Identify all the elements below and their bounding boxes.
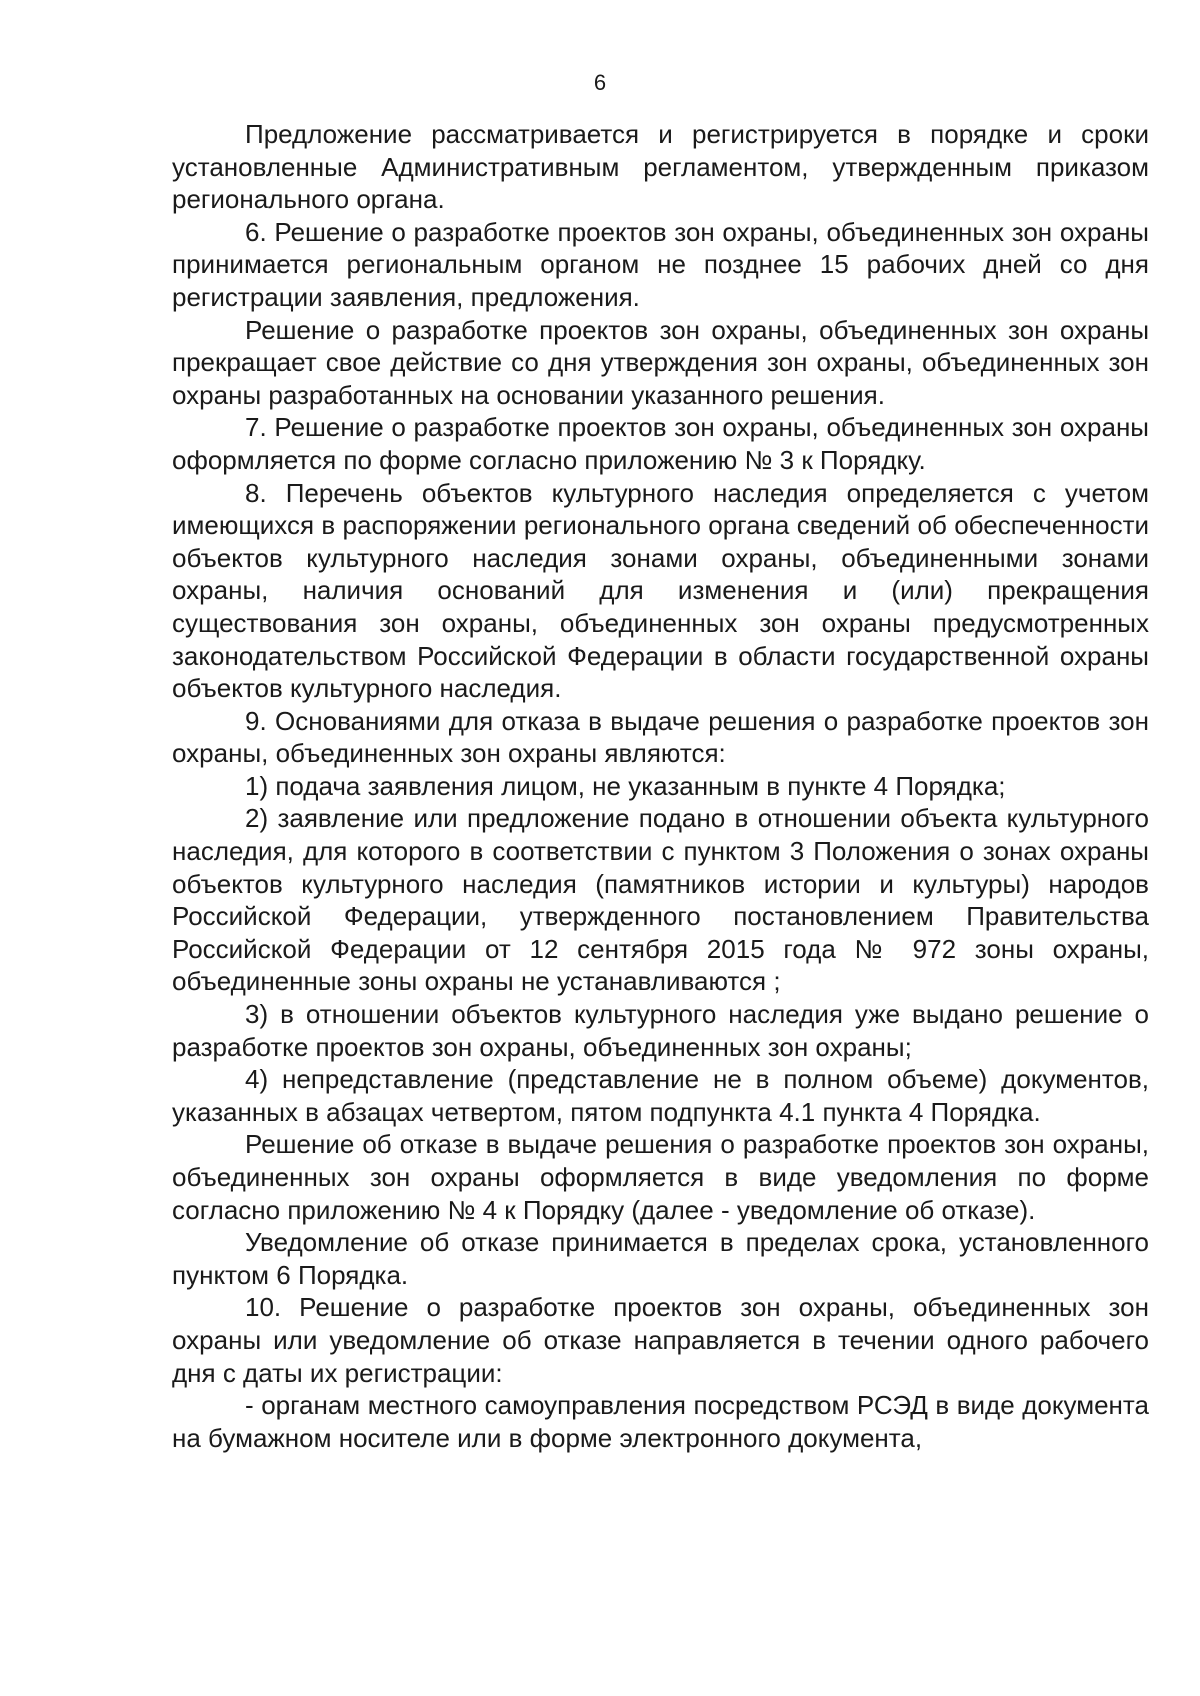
list-item: 2) заявление или предложение подано в отношении объекта культурного наследия, для которого в соответствии с пунктом 3 Положения о зонах охраны объектов культурного наследия (памятников истории и культуры) народов Российской Федерации, утвержденного постановлением Правительства Российской Федерации от 12 сентября 2015 года № 972 зоны охраны, объединенные зоны охраны не устанавливаются ; [172, 803, 1149, 997]
paragraph: 9. Основаниями для отказа в выдаче решения о разработке проектов зон охраны, объединенных зон охраны являются: [172, 705, 1149, 769]
list-item: - органам местного самоуправления посредством РСЭД в виде документа на бумажном носителе или в форме электронного документа, [172, 1390, 1149, 1453]
paragraph: Уведомление об отказе принимается в пределах срока, установленного пунктом 6 Порядка. [172, 1227, 1149, 1290]
page-number: 6 [593, 70, 607, 95]
paragraph: 10. Решение о разработке проектов зон охраны, объединенных зон охраны или уведомление об отказе направляется в течении одного рабочего дня с даты их регистрации: [172, 1292, 1149, 1388]
list-item: 4) непредставление (представление не в полном объеме) документов, указанных в абзацах четвертом, пятом подпункта 4.1 пункта 4 Порядка. [172, 1064, 1149, 1127]
paragraph: Решение об отказе в выдаче решения о разработке проектов зон охраны, объединенных зон охраны оформляется в виде уведомления по форме согласно приложению № 4 к Порядку (далее - уведомление об отказе). [172, 1129, 1149, 1225]
list-item: 1) подача заявления лицом, не указанным в пункте 4 Порядка; [245, 770, 1006, 801]
paragraph: 8. Перечень объектов культурного наследия определяется с учетом имеющихся в распоряжении регионального органа сведений об обеспеченности объектов культурного наследия зонами охраны, объединенными зонами охраны, наличия оснований для изменения и (или) прекращения существования зон охраны, объединенных зон охраны предусмотренных законодательством Российской Федерации в области государственной охраны объектов культурного наследия. [172, 477, 1149, 704]
document-body [172, 118, 1149, 1454]
paragraph: Предложение рассматривается и регистрируется в порядке и сроки установленные Административным регламентом, утвержденным приказом регионального органа. [172, 119, 1149, 215]
list-item: 3) в отношении объектов культурного наследия уже выдано решение о разработке проектов зон охраны, объединенных зон охраны; [172, 999, 1149, 1062]
paragraph: 7. Решение о разработке проектов зон охраны, объединенных зон охраны оформляется по форме согласно приложению № 3 к Порядку. [172, 412, 1149, 475]
paragraph: 6. Решение о разработке проектов зон охраны, объединенных зон охраны принимается региональным органом не позднее 15 рабочих дней со дня регистрации заявления, предложения. [172, 216, 1149, 312]
paragraph: Решение о разработке проектов зон охраны, объединенных зон охраны прекращает свое действие со дня утверждения зон охраны, объединенных зон охраны разработанных на основании указанного решения. [172, 314, 1149, 410]
